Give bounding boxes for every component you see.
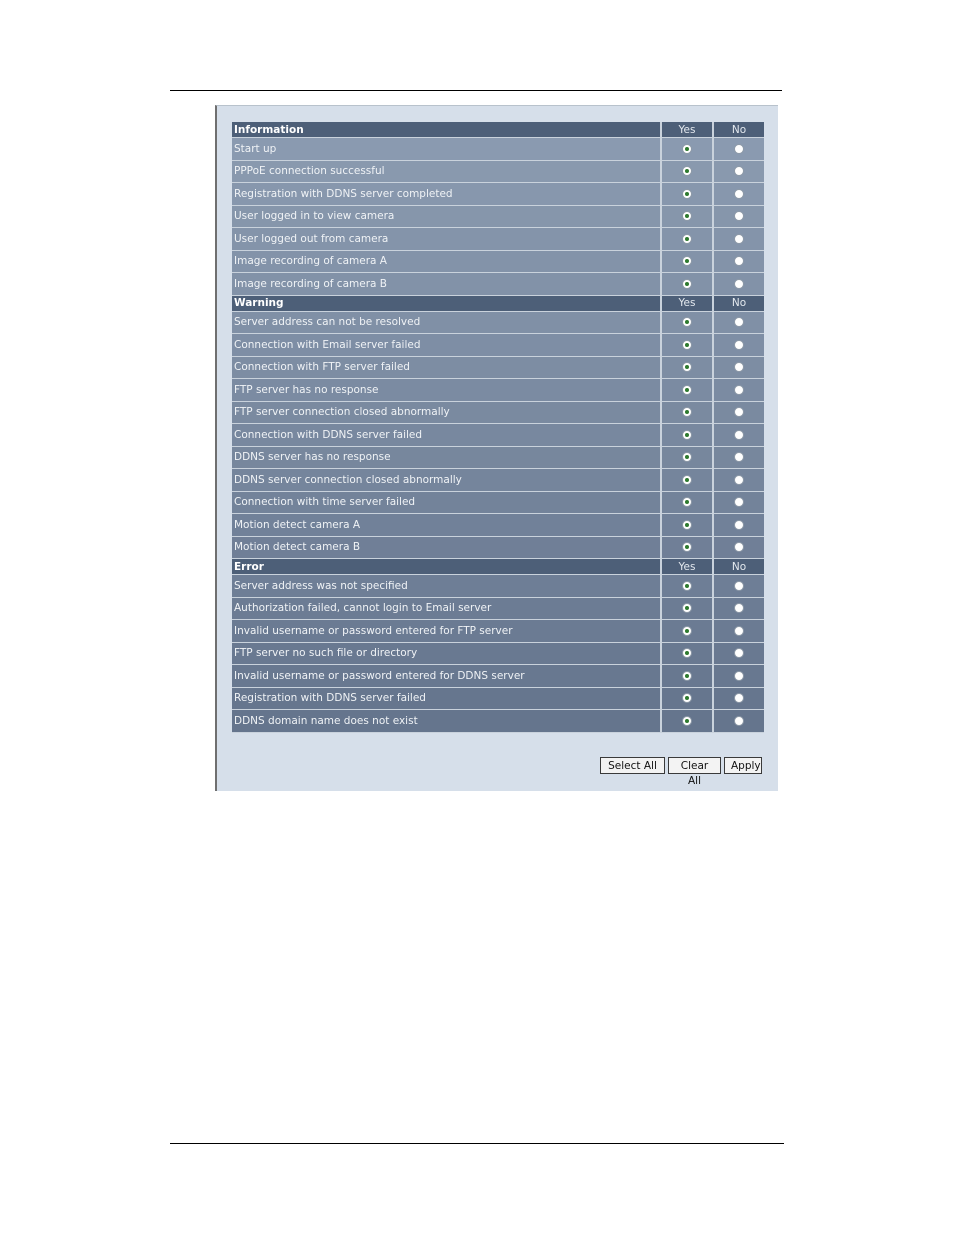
no-radio[interactable] — [734, 626, 744, 636]
event-label: Connection with DDNS server failed — [232, 424, 660, 447]
event-label: Server address was not specified — [232, 575, 660, 598]
yes-radio[interactable] — [682, 581, 692, 591]
no-radio[interactable] — [734, 189, 744, 199]
yes-cell — [660, 161, 712, 184]
event-label: Connection with time server failed — [232, 492, 660, 515]
yes-radio[interactable] — [682, 317, 692, 327]
yes-column-header: Yes — [660, 122, 712, 138]
yes-cell — [660, 334, 712, 357]
no-cell — [712, 228, 764, 251]
yes-cell — [660, 469, 712, 492]
yes-radio[interactable] — [682, 475, 692, 485]
no-cell — [712, 514, 764, 537]
event-row — [232, 206, 764, 229]
yes-radio[interactable] — [682, 497, 692, 507]
no-cell — [712, 251, 764, 274]
yes-column-header: Yes — [660, 559, 712, 575]
no-radio[interactable] — [734, 430, 744, 440]
event-label: Motion detect camera A — [232, 514, 660, 537]
yes-cell — [660, 688, 712, 711]
no-cell — [712, 620, 764, 643]
yes-radio[interactable] — [682, 626, 692, 636]
no-cell — [712, 161, 764, 184]
yes-cell — [660, 357, 712, 380]
yes-cell — [660, 620, 712, 643]
yes-radio[interactable] — [682, 362, 692, 372]
event-row — [232, 312, 764, 335]
no-cell — [712, 575, 764, 598]
yes-cell — [660, 643, 712, 666]
no-cell — [712, 492, 764, 515]
event-log-table — [232, 122, 764, 733]
no-radio[interactable] — [734, 603, 744, 613]
section-header-warning — [232, 296, 764, 312]
no-cell — [712, 273, 764, 296]
event-label: User logged out from camera — [232, 228, 660, 251]
no-cell — [712, 379, 764, 402]
yes-cell — [660, 424, 712, 447]
event-row — [232, 357, 764, 380]
yes-radio[interactable] — [682, 144, 692, 154]
select-all-button[interactable]: Select All — [600, 757, 665, 774]
event-row — [232, 537, 764, 560]
event-row — [232, 424, 764, 447]
no-radio[interactable] — [734, 693, 744, 703]
yes-cell — [660, 312, 712, 335]
yes-cell — [660, 575, 712, 598]
event-row — [232, 643, 764, 666]
event-label: Start up — [232, 138, 660, 161]
no-radio[interactable] — [734, 671, 744, 681]
yes-cell — [660, 710, 712, 733]
no-cell — [712, 710, 764, 733]
no-cell — [712, 312, 764, 335]
event-row — [232, 273, 764, 296]
yes-radio[interactable] — [682, 542, 692, 552]
yes-radio[interactable] — [682, 716, 692, 726]
no-radio[interactable] — [734, 385, 744, 395]
yes-column-header: Yes — [660, 296, 712, 312]
yes-cell — [660, 492, 712, 515]
yes-cell — [660, 665, 712, 688]
no-radio[interactable] — [734, 362, 744, 372]
yes-radio[interactable] — [682, 211, 692, 221]
no-radio[interactable] — [734, 279, 744, 289]
no-radio[interactable] — [734, 234, 744, 244]
event-label: Authorization failed, cannot login to Email server — [232, 598, 660, 621]
event-row — [232, 492, 764, 515]
event-label: Invalid username or password entered for DDNS server — [232, 665, 660, 688]
yes-cell — [660, 138, 712, 161]
page-top-rule — [170, 90, 782, 91]
no-cell — [712, 357, 764, 380]
yes-cell — [660, 447, 712, 470]
yes-radio[interactable] — [682, 385, 692, 395]
event-label: DDNS server connection closed abnormally — [232, 469, 660, 492]
no-radio[interactable] — [734, 520, 744, 530]
no-radio[interactable] — [734, 166, 744, 176]
event-label: Registration with DDNS server failed — [232, 688, 660, 711]
yes-cell — [660, 379, 712, 402]
event-label: User logged in to view camera — [232, 206, 660, 229]
yes-radio[interactable] — [682, 166, 692, 176]
no-radio[interactable] — [734, 542, 744, 552]
no-radio[interactable] — [734, 716, 744, 726]
event-label: Motion detect camera B — [232, 537, 660, 560]
event-row — [232, 620, 764, 643]
no-cell — [712, 334, 764, 357]
page-bottom-rule — [170, 1143, 784, 1144]
event-row — [232, 334, 764, 357]
event-row — [232, 228, 764, 251]
no-cell — [712, 183, 764, 206]
no-cell — [712, 206, 764, 229]
no-cell — [712, 598, 764, 621]
section-header-error — [232, 559, 764, 575]
event-label: FTP server connection closed abnormally — [232, 402, 660, 425]
event-row — [232, 379, 764, 402]
event-label: Server address can not be resolved — [232, 312, 660, 335]
event-label: Invalid username or password entered for FTP server — [232, 620, 660, 643]
no-radio[interactable] — [734, 407, 744, 417]
event-label: FTP server has no response — [232, 379, 660, 402]
no-radio[interactable] — [734, 475, 744, 485]
event-label: PPPoE connection successful — [232, 161, 660, 184]
no-radio[interactable] — [734, 497, 744, 507]
yes-cell — [660, 206, 712, 229]
no-cell — [712, 688, 764, 711]
yes-cell — [660, 183, 712, 206]
event-label: Registration with DDNS server completed — [232, 183, 660, 206]
event-label: Connection with FTP server failed — [232, 357, 660, 380]
event-row — [232, 469, 764, 492]
yes-cell — [660, 514, 712, 537]
yes-cell — [660, 402, 712, 425]
event-row — [232, 514, 764, 537]
no-cell — [712, 138, 764, 161]
no-cell — [712, 447, 764, 470]
no-cell — [712, 643, 764, 666]
yes-radio[interactable] — [682, 234, 692, 244]
apply-button[interactable]: Apply — [724, 757, 762, 774]
no-radio[interactable] — [734, 581, 744, 591]
event-row — [232, 710, 764, 733]
yes-radio[interactable] — [682, 693, 692, 703]
clear-all-button[interactable]: Clear All — [668, 757, 721, 774]
yes-radio[interactable] — [682, 189, 692, 199]
section-title: Error — [232, 559, 660, 575]
event-row — [232, 447, 764, 470]
no-radio[interactable] — [734, 648, 744, 658]
yes-radio[interactable] — [682, 279, 692, 289]
section-header-information — [232, 122, 764, 138]
yes-cell — [660, 251, 712, 274]
yes-radio[interactable] — [682, 452, 692, 462]
yes-radio[interactable] — [682, 430, 692, 440]
event-row — [232, 161, 764, 184]
no-cell — [712, 424, 764, 447]
no-cell — [712, 402, 764, 425]
yes-radio[interactable] — [682, 671, 692, 681]
yes-radio[interactable] — [682, 520, 692, 530]
section-title: Information — [232, 122, 660, 138]
event-row — [232, 251, 764, 274]
no-radio[interactable] — [734, 256, 744, 266]
yes-cell — [660, 598, 712, 621]
event-log-body — [232, 122, 764, 733]
event-row — [232, 402, 764, 425]
event-row — [232, 575, 764, 598]
no-column-header: No — [712, 559, 764, 575]
event-row — [232, 665, 764, 688]
yes-radio[interactable] — [682, 340, 692, 350]
event-row — [232, 138, 764, 161]
section-title: Warning — [232, 296, 660, 312]
yes-radio[interactable] — [682, 648, 692, 658]
no-radio[interactable] — [734, 144, 744, 154]
event-row — [232, 183, 764, 206]
event-label: Image recording of camera B — [232, 273, 660, 296]
yes-cell — [660, 228, 712, 251]
no-cell — [712, 537, 764, 560]
no-radio[interactable] — [734, 452, 744, 462]
event-row — [232, 688, 764, 711]
yes-radio[interactable] — [682, 407, 692, 417]
no-column-header: No — [712, 122, 764, 138]
yes-radio[interactable] — [682, 603, 692, 613]
no-cell — [712, 469, 764, 492]
event-label: Image recording of camera A — [232, 251, 660, 274]
no-radio[interactable] — [734, 317, 744, 327]
event-row — [232, 598, 764, 621]
yes-cell — [660, 537, 712, 560]
no-column-header: No — [712, 296, 764, 312]
no-radio[interactable] — [734, 211, 744, 221]
yes-radio[interactable] — [682, 256, 692, 266]
event-label: DDNS server has no response — [232, 447, 660, 470]
no-radio[interactable] — [734, 340, 744, 350]
event-label: FTP server no such file or directory — [232, 643, 660, 666]
event-label: Connection with Email server failed — [232, 334, 660, 357]
yes-cell — [660, 273, 712, 296]
event-label: DDNS domain name does not exist — [232, 710, 660, 733]
no-cell — [712, 665, 764, 688]
